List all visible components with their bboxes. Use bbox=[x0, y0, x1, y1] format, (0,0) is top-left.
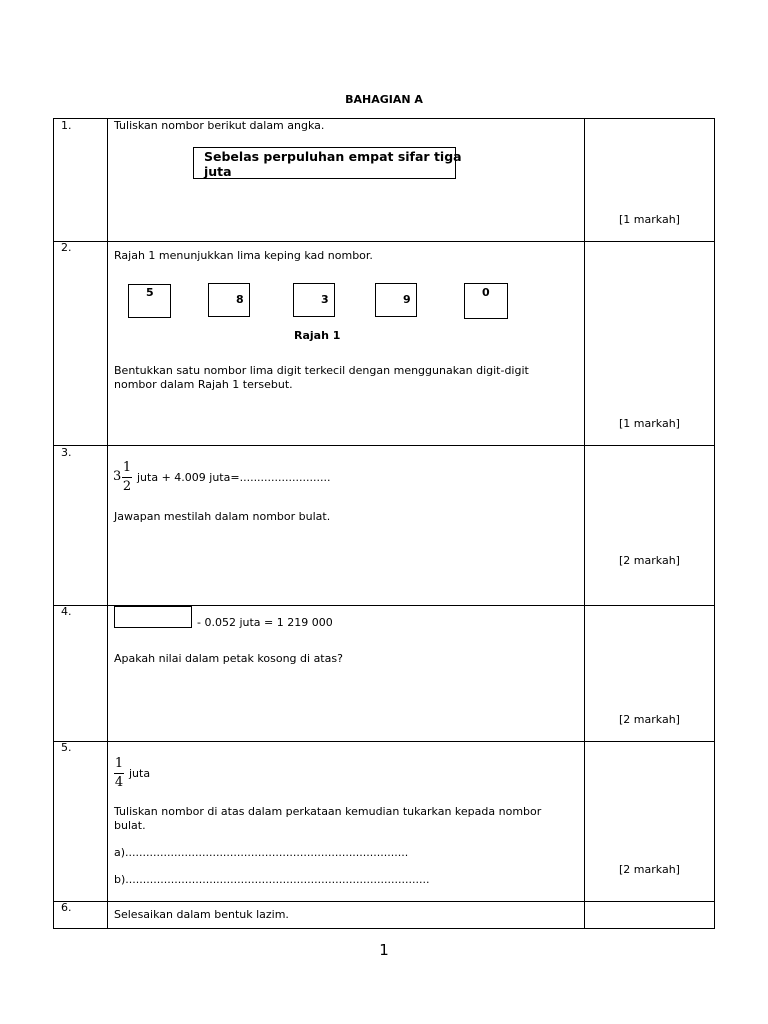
question-instruction: Tuliskan nombor di atas dalam perkataan kemudian tukarkan kepada nombor bbox=[114, 805, 542, 818]
fraction-numerator: 1 bbox=[114, 756, 124, 771]
number-card: 9 bbox=[375, 283, 417, 317]
question-number: 1. bbox=[61, 119, 72, 132]
number-words-line: Sebelas perpuluhan empat sifar tiga bbox=[204, 149, 462, 164]
answer-line-b: b)....................................................................................... bbox=[114, 873, 430, 886]
mixed-number-whole: 3 bbox=[113, 469, 122, 484]
marks-label: [2 markah] bbox=[619, 554, 680, 567]
table-rule bbox=[53, 118, 54, 929]
question-equation: - 0.052 juta = 1 219 000 bbox=[197, 616, 333, 629]
question-text: Tuliskan nombor berikut dalam angka. bbox=[114, 119, 325, 132]
table-rule bbox=[714, 118, 715, 929]
blank-answer-box bbox=[114, 606, 192, 628]
number-words-box bbox=[193, 147, 462, 179]
marks-label: [1 markah] bbox=[619, 213, 680, 226]
question-instruction: nombor dalam Rajah 1 tersebut. bbox=[114, 378, 293, 391]
table-rule bbox=[584, 118, 585, 929]
fraction bbox=[113, 756, 125, 792]
marks-label: [2 markah] bbox=[619, 713, 680, 726]
number-card: 8 bbox=[208, 283, 250, 317]
number-card: 3 bbox=[293, 283, 335, 317]
fraction-denominator: 2 bbox=[122, 479, 132, 494]
page-number: 1 bbox=[379, 941, 389, 959]
marks-label: [1 markah] bbox=[619, 417, 680, 430]
number-words-line: juta bbox=[204, 164, 232, 179]
question-number: 4. bbox=[61, 605, 72, 618]
answer-line-a: a)................................................................................. bbox=[114, 846, 409, 859]
fraction-bar bbox=[122, 477, 132, 478]
table-rule bbox=[53, 928, 715, 929]
question-text: Apakah nilai dalam petak kosong di atas? bbox=[114, 652, 343, 665]
fraction bbox=[121, 460, 133, 496]
fraction-denominator: 4 bbox=[114, 775, 124, 790]
section-heading: BAHAGIAN A bbox=[345, 93, 423, 106]
number-card: 5 bbox=[128, 284, 171, 318]
table-rule bbox=[53, 741, 715, 742]
fraction-numerator: 1 bbox=[122, 460, 132, 475]
figure-caption: Rajah 1 bbox=[294, 329, 341, 342]
fraction-unit: juta bbox=[129, 767, 151, 780]
question-number: 5. bbox=[61, 741, 72, 754]
question-expression: juta + 4.009 juta=.......................... bbox=[137, 471, 331, 484]
question-instruction: Bentukkan satu nombor lima digit terkecil dengan menggunakan digit-digit bbox=[114, 364, 529, 377]
table-rule bbox=[53, 241, 715, 242]
table-rule bbox=[53, 901, 715, 902]
question-text: Rajah 1 menunjukkan lima keping kad nombor. bbox=[114, 249, 373, 262]
question-number: 6. bbox=[61, 901, 72, 914]
question-text: Selesaikan dalam bentuk lazim. bbox=[114, 908, 289, 921]
number-card: 0 bbox=[464, 283, 508, 319]
question-note: Jawapan mestilah dalam nombor bulat. bbox=[114, 510, 331, 523]
question-number: 3. bbox=[61, 446, 72, 459]
question-number: 2. bbox=[61, 241, 72, 254]
table-rule bbox=[53, 445, 715, 446]
table-rule bbox=[107, 118, 108, 929]
question-instruction: bulat. bbox=[114, 819, 146, 832]
fraction-bar bbox=[114, 773, 124, 774]
marks-label: [2 markah] bbox=[619, 863, 680, 876]
